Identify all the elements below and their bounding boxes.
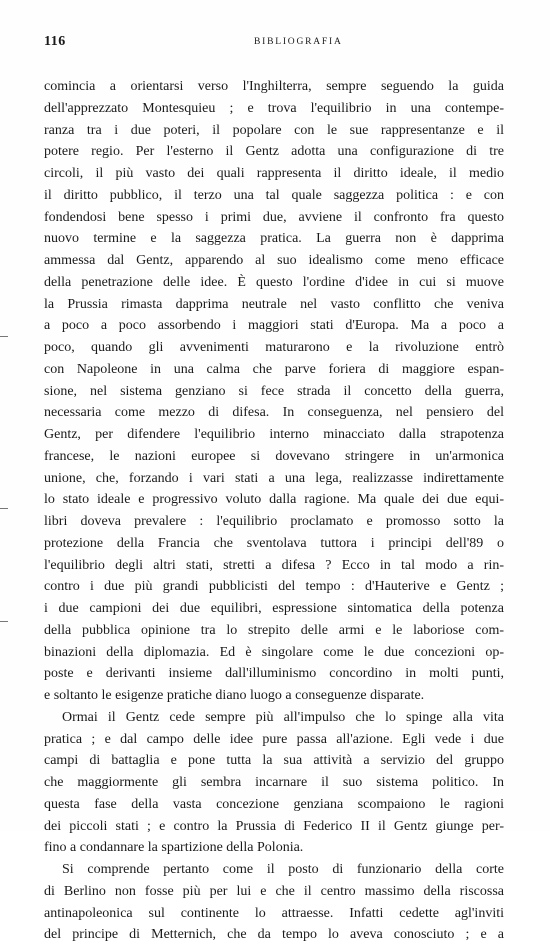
text-line: e soltanto le esigenze pratiche diano luogo a conseguenze disparate. bbox=[44, 688, 425, 703]
text-line: fondendosi bene spesso i primi due, avviene il confronto fra questo bbox=[44, 209, 504, 225]
text-line: Si comprende pertanto come il posto di funzionario della corte bbox=[62, 862, 504, 877]
text-line: di Berlino non fosse più per lui e che il centro massimo della riscossa bbox=[44, 883, 504, 899]
text-line: che maggiormente gli sembra incarnare il suo sistema politico. In bbox=[44, 775, 504, 790]
paragraph bbox=[44, 859, 504, 946]
text-line: circoli, il più vasto dei quali rappresenta il diritto ideale, il medio bbox=[44, 166, 504, 181]
text-line: campi di battaglia e pone tutta la sua attività a servizio del gruppo bbox=[44, 753, 504, 769]
text-line: ranza tra i due poteri, il popolare con le sue rappresentanze e il bbox=[44, 122, 504, 138]
text-line: il diritto pubblico, il terzo una tal quale saggezza politica : e con bbox=[44, 187, 504, 203]
text-line: dei piccoli stati ; e contro la Prussia di Federico II il Gentz giunge per- bbox=[44, 818, 504, 834]
text-line: necessaria come mezzo di difesa. In conseguenza, nel pensiero del bbox=[44, 405, 504, 421]
text-line: comincia a orientarsi verso l'Inghilterra, sempre seguendo la guida bbox=[44, 79, 504, 94]
text-line: contro i due più grandi pubblicisti del tempo : d'Hauterive e Gentz ; bbox=[44, 579, 504, 595]
text-line: lo stato ideale e progressivo voluto dalla ragione. Ma quale dei due equi- bbox=[44, 492, 504, 508]
text-line: francese, le nazioni europee si dovevano stringere in un'armonica bbox=[44, 448, 504, 464]
page-header bbox=[44, 34, 504, 54]
text-line: questa fase della vasta concezione genziana scompaiono le ragioni bbox=[44, 796, 504, 812]
text-line: libri doveva prevalere : l'equilibrio proclamato e promosso sotto la bbox=[44, 514, 504, 529]
running-head: BIBLIOGRAFIA bbox=[254, 37, 343, 47]
text-line: binazioni della diplomazia. Ed è singolare come le due concezioni op- bbox=[44, 644, 504, 660]
text-line: potere regio. Per l'esterno il Gentz adotta una configurazione di tre bbox=[44, 144, 504, 160]
text-line: l'equilibrio degli altri stati, stretti a difesa ? Ecco in tal modo a rin- bbox=[44, 557, 504, 573]
text-line: con Napoleone in una calma che parve foriera di maggiore espan- bbox=[44, 361, 504, 377]
page-number: 116 bbox=[44, 34, 66, 49]
text-line: Ormai il Gentz cede sempre più all'impulso che lo spinge alla vita bbox=[62, 709, 504, 725]
body-text bbox=[44, 76, 504, 946]
text-line: sione, nel sistema genziano si fece strada il concetto della guerra, bbox=[44, 383, 504, 399]
text-line: antinapoleonica sul continente lo attraesse. Infatti cedette agl'inviti bbox=[44, 905, 504, 921]
paragraph bbox=[44, 76, 504, 707]
margin-mark bbox=[0, 508, 8, 509]
text-line: nuovo termine e la saggezza pratica. La guerra non è dapprima bbox=[44, 231, 504, 247]
text-line: fino a condannare la spartizione della Polonia. bbox=[44, 840, 304, 856]
text-line: ammessa dal Gentz, apparendo al suo idealismo come meno efficace bbox=[44, 253, 504, 268]
text-line: Gentz, per difendere l'equilibrio interno minacciato dalla strapotenza bbox=[44, 427, 504, 442]
text-line: poste e derivanti insieme dall'illuminismo concordino in molti punti, bbox=[44, 666, 504, 682]
text-line: della penetrazione delle idee. È questo l'ordine d'idee in cui si muove bbox=[44, 274, 504, 290]
text-line: poco, quando gli avvenimenti maturarono e la rivoluzione entrò bbox=[44, 340, 504, 355]
text-line: della pubblica opinione tra lo strepito delle armi e le laboriose com- bbox=[44, 622, 504, 638]
margin-mark bbox=[0, 336, 8, 337]
text-line: a poco a poco assorbendo i maggiori stati d'Europa. Ma a poco a bbox=[44, 318, 504, 334]
text-line: del principe di Metternich, che da tempo lo aveva conosciuto ; e a bbox=[44, 927, 504, 943]
text-line: pratica ; e dal campo delle idee pure passa all'azione. Egli vede i due bbox=[44, 731, 504, 747]
margin-mark bbox=[0, 621, 8, 622]
text-line: protezione della Francia che sventolava tuttora i principi dell'89 o bbox=[44, 535, 504, 551]
text-line: i due campioni dei due equilibri, espressione sintomatica della potenza bbox=[44, 601, 504, 616]
text-line: la Prussia rimasta dapprima neutrale nel vasto conflitto che veniva bbox=[44, 296, 504, 312]
text-line: dell'apprezzato Montesquieu ; e trova l'equilibrio in una contempe- bbox=[44, 100, 504, 116]
paragraph bbox=[44, 707, 504, 859]
text-line: unione, che, forzando i vari stati a una lega, realizzasse indirettamente bbox=[44, 470, 504, 486]
